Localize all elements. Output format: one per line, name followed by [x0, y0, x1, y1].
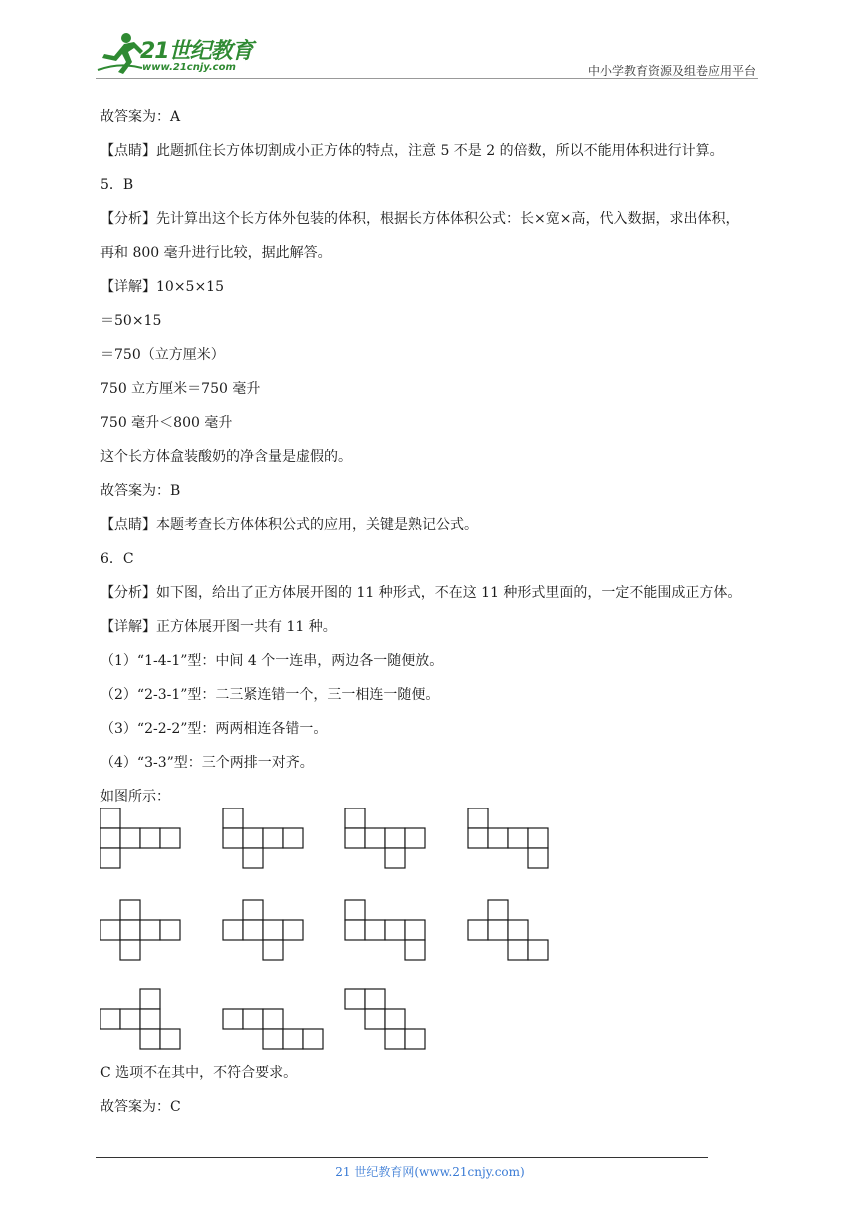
- text-line: （3）“2-2-2”型：两两相连各错一。: [100, 721, 328, 737]
- text-line: 5．B: [100, 177, 134, 193]
- cube-net-1: [100, 808, 180, 868]
- text-line: （1）“1-4-1”型：中间 4 个一连串，两边各一随便放。: [100, 653, 444, 669]
- cube-net-2: [223, 808, 303, 868]
- text-line: 【点睛】此题抓住长方体切割成小正方体的特点，注意 5 不是 2 的倍数，所以不能用体积进行计算。: [100, 143, 724, 159]
- text-line: 再和 800 毫升进行比较，据此解答。: [100, 245, 332, 261]
- cube-net-10: [223, 1009, 323, 1049]
- text-line: 750 毫升＜800 毫升: [100, 415, 233, 431]
- document-body-after-figure: [100, 1056, 770, 1124]
- footer-link[interactable]: 21 世纪教育网(www.21cnjy.com): [335, 1165, 525, 1179]
- cube-net-8: [468, 900, 548, 960]
- text-line: 【详解】10×5×15: [100, 279, 224, 295]
- text-line: 【分析】先计算出这个长方体外包装的体积，根据长方体体积公式：长×宽×高，代入数据，求出体积，: [100, 211, 740, 227]
- text-line: ＝50×15: [100, 313, 162, 329]
- cube-nets-figure: [100, 808, 580, 1058]
- text-line: 如图所示：: [100, 789, 170, 805]
- text-line: 750 立方厘米＝750 毫升: [100, 381, 261, 397]
- text-line: 【分析】如下图，给出了正方体展开图的 11 种形式，不在这 11 种形式里面的，一定不能围成正方体。: [100, 585, 742, 601]
- text-line: （4）“3-3”型：三个两排一对齐。: [100, 755, 314, 771]
- cube-net-5: [100, 900, 180, 960]
- logo-url: www.21cnjy.com: [142, 62, 236, 73]
- cube-net-6: [223, 900, 303, 960]
- text-line: 故答案为：B: [100, 483, 181, 499]
- cube-net-11: [345, 989, 425, 1049]
- text-line: C 选项不在其中，不符合要求。: [100, 1065, 298, 1081]
- header-divider: [96, 78, 758, 79]
- text-line: 【详解】正方体展开图一共有 11 种。: [100, 619, 337, 635]
- cube-net-7: [345, 900, 425, 960]
- cube-net-9: [100, 989, 180, 1049]
- text-line: ＝750（立方厘米）: [100, 347, 225, 363]
- text-line: 这个长方体盒装酸奶的净含量是虚假的。: [100, 449, 352, 465]
- footer-divider: [96, 1157, 708, 1158]
- runner-logo-icon: [96, 30, 144, 76]
- cube-net-3: [345, 808, 425, 868]
- header-platform-text: 中小学教育资源及组卷应用平台: [587, 64, 756, 78]
- document-body: [100, 100, 770, 814]
- logo: [96, 30, 266, 78]
- text-line: 故答案为：A: [100, 109, 181, 125]
- text-line: 【点睛】本题考查长方体体积公式的应用，关键是熟记公式。: [100, 517, 478, 533]
- logo-text: 21世纪教育: [140, 39, 253, 64]
- page-header: [96, 30, 756, 80]
- cube-net-4: [468, 808, 548, 868]
- text-line: 故答案为：C: [100, 1099, 181, 1115]
- text-line: 6．C: [100, 551, 134, 567]
- text-line: （2）“2-3-1”型：二三紧连错一个，三一相连一随便。: [100, 687, 440, 703]
